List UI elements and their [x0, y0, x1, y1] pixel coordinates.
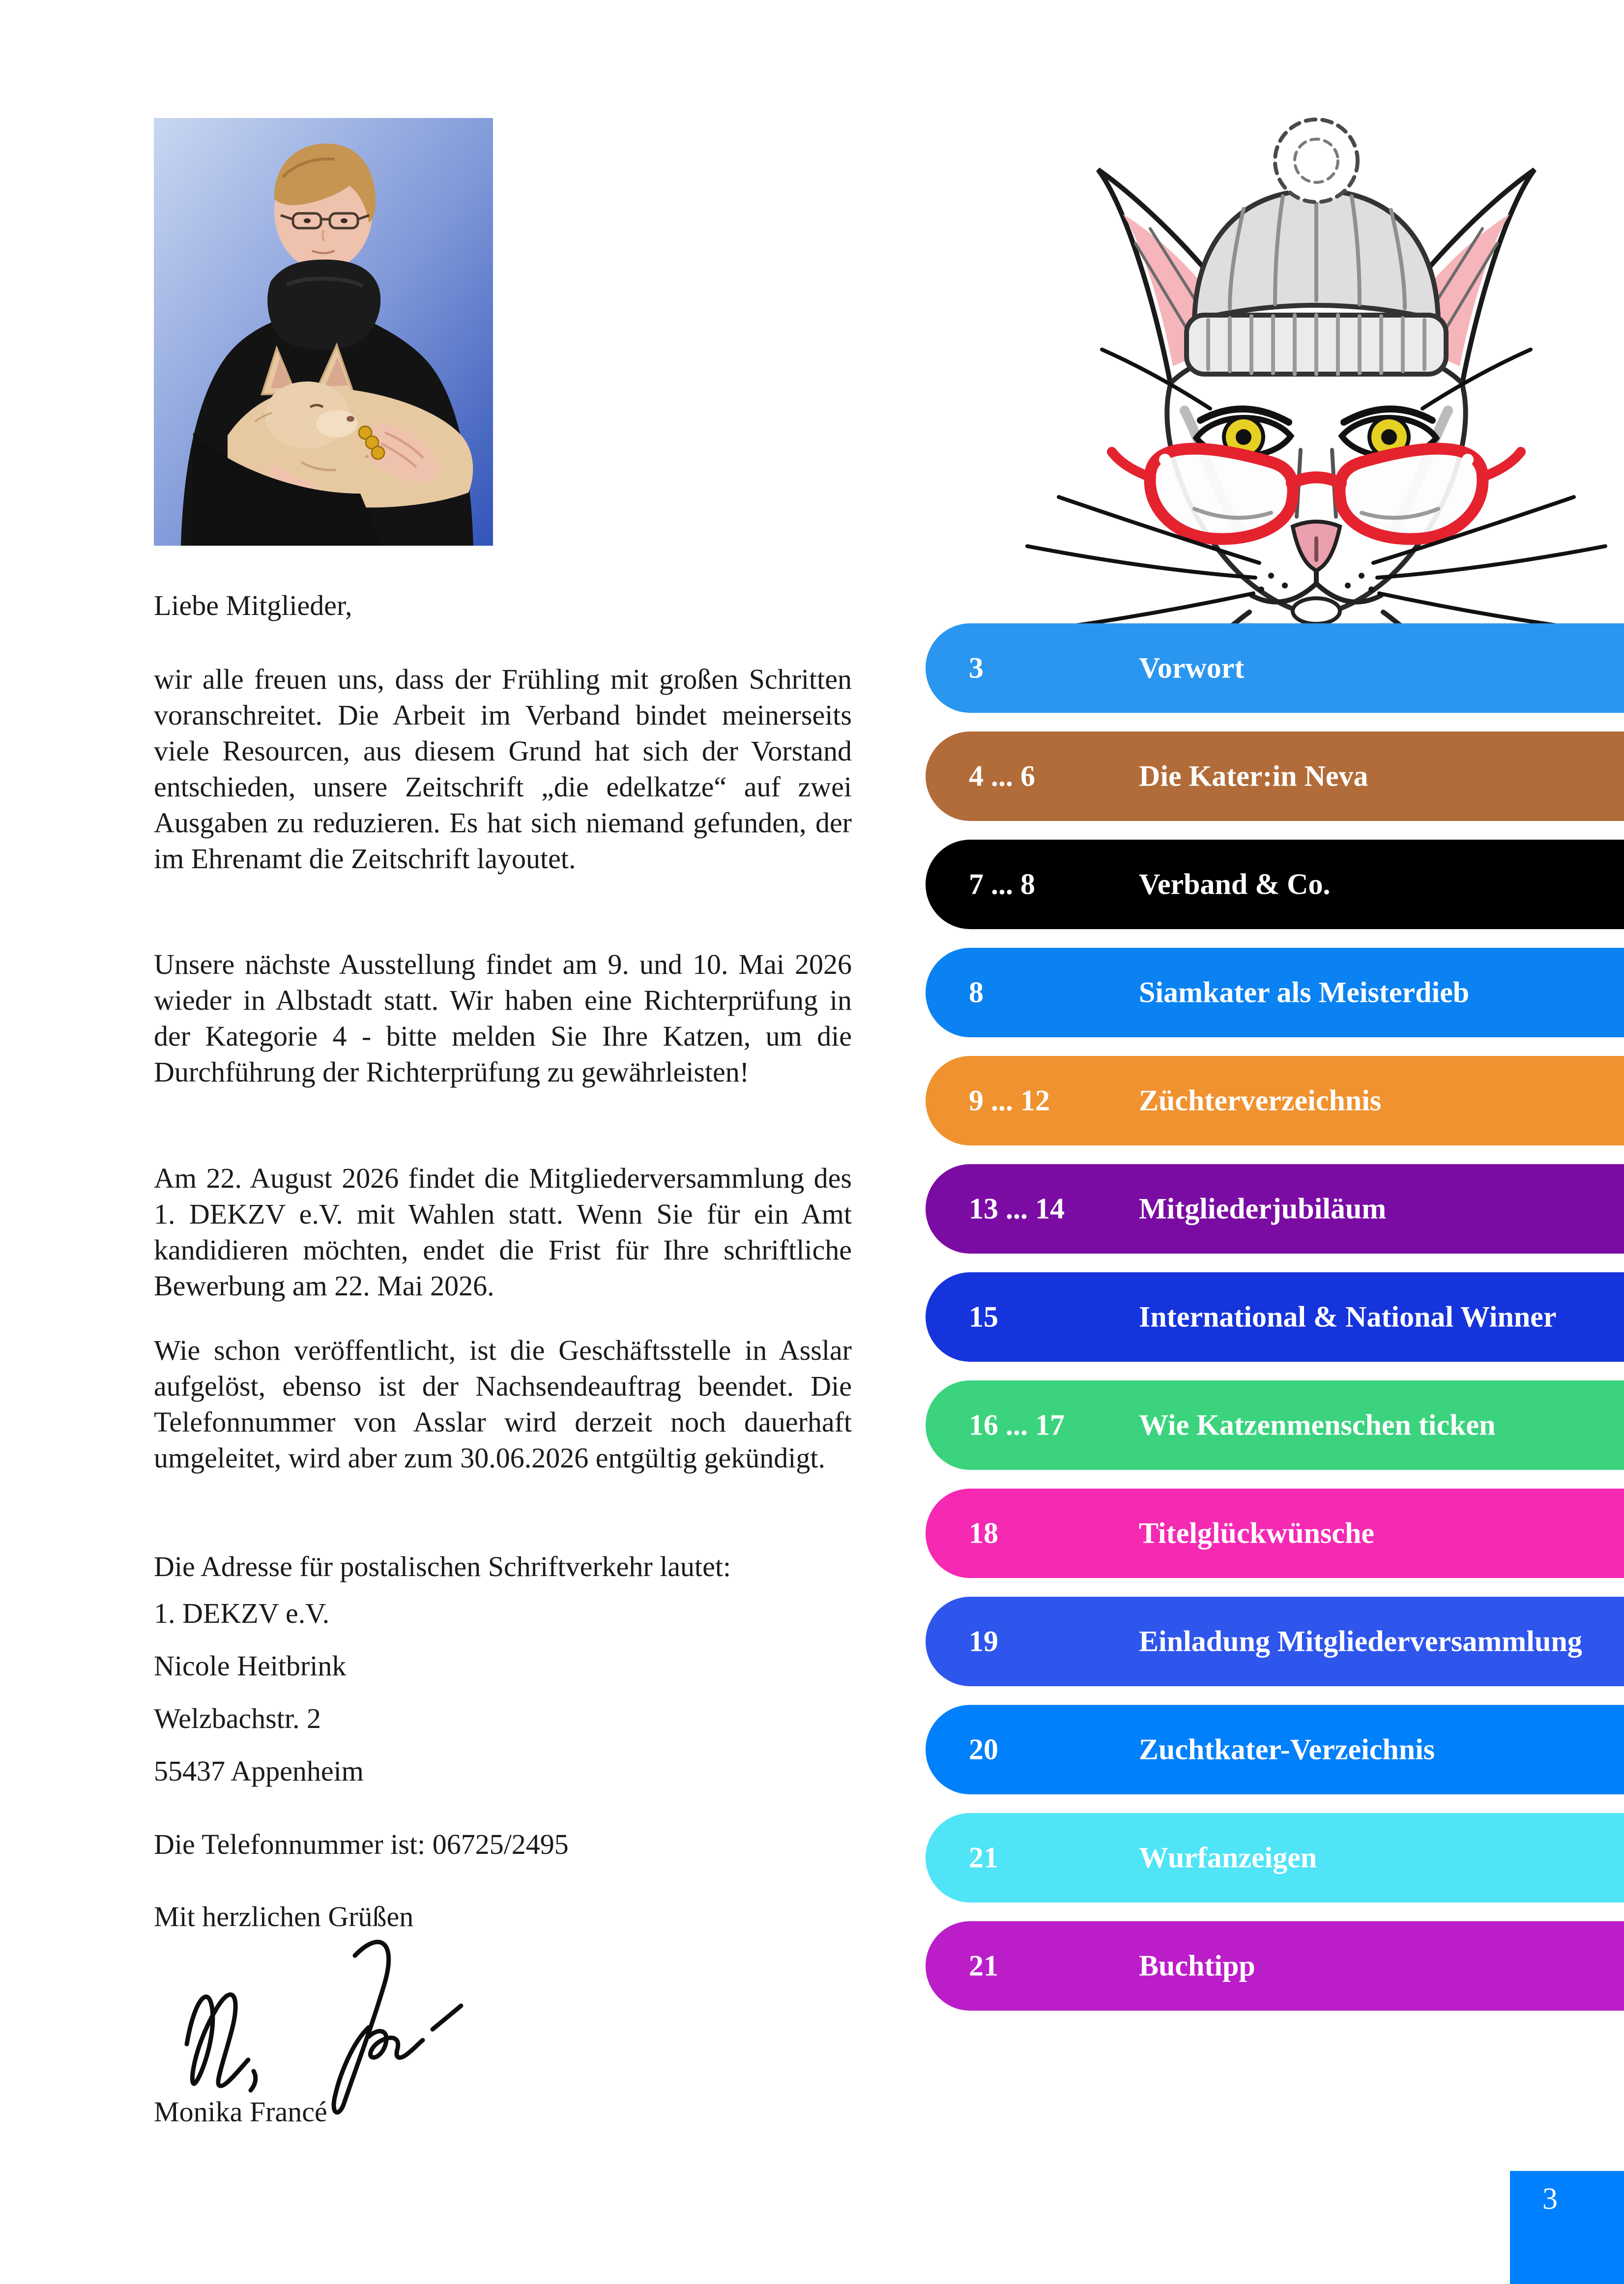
toc-row: [926, 1705, 1624, 1794]
toc-row: [926, 623, 1624, 713]
toc-page-range: 7 ... 8: [969, 868, 1035, 901]
toc-label: Buchtipp: [1139, 1949, 1255, 1982]
cat-illustration: [1008, 116, 1624, 627]
toc-row: [926, 732, 1624, 821]
toc-row: [926, 948, 1624, 1037]
toc-label: Wurfanzeigen: [1139, 1841, 1317, 1874]
toc-page-range: 21: [969, 1841, 998, 1874]
address-line-org: 1. DEKZV e.V.: [154, 1597, 330, 1629]
toc-page-range: 16 ... 17: [969, 1408, 1065, 1441]
toc-label: Mitgliederjubiläum: [1139, 1192, 1387, 1225]
toc-label: Zuchtkater-Verzeichnis: [1139, 1733, 1435, 1766]
toc-row: [926, 1380, 1624, 1470]
toc-page-range: 20: [969, 1733, 998, 1766]
toc-page-range: 3: [969, 651, 984, 684]
salutation: Liebe Mitglieder,: [154, 589, 352, 621]
address-line-name: Nicole Heitbrink: [154, 1650, 347, 1682]
toc-label: Die Kater:in Neva: [1139, 760, 1368, 792]
toc-row: [926, 1813, 1624, 1903]
toc-row: [926, 840, 1624, 929]
toc-page-range: 9 ... 12: [969, 1084, 1050, 1117]
toc-page-range: 15: [969, 1300, 998, 1333]
toc-page-range: 18: [969, 1517, 998, 1550]
page-number: 3: [1542, 2182, 1558, 2216]
signature: [157, 1926, 551, 2123]
toc-page-range: 19: [969, 1625, 998, 1658]
toc-page-range: 8: [969, 976, 984, 1009]
toc-page-range: 4 ... 6: [969, 760, 1035, 792]
signer-name: Monika Francé: [154, 2096, 327, 2128]
knitted-beanie: [1187, 119, 1446, 374]
page-number-tab: [1510, 2171, 1624, 2284]
scarf: [267, 260, 380, 350]
toc-row: [926, 1597, 1624, 1686]
toc-label: Titelglückwünsche: [1139, 1517, 1374, 1550]
toc-row: [926, 1272, 1624, 1362]
toc-label: Verband & Co.: [1139, 868, 1331, 901]
letter-paragraph: wir alle freuen uns, dass der Frühling mit großen Schritten voranschreitet. Die Arbeit im Verband bindet meinerseits viele Resourcen, aus diesem Grund hat sich der Vorstand entschieden, unsere Zeitschrift „die edelkatze“ auf zwei Ausgaben zu reduzieren. Es hat sich niemand gefunden, der im Ehrenamt die Zeitschrift layoutet.: [154, 663, 852, 875]
address-intro: Die Adresse für postalischen Schriftverkehr lautet:: [154, 1551, 731, 1582]
toc-label: Wie Katzenmenschen ticken: [1139, 1408, 1496, 1441]
address-line-street: Welzbachstr. 2: [154, 1702, 321, 1734]
toc-row: [926, 1056, 1624, 1145]
toc-list: [926, 623, 1624, 2029]
letter-paragraph: Unsere nächste Ausstellung findet am 9. und 10. Mai 2026 wieder in Albstadt statt. Wir haben eine Richterprüfung in der Kategorie 4 - bitte melden Sie Ihre Katzen, um die Durchführung der Richterprüfung zu gewährleisten!: [154, 948, 852, 1088]
toc-row: [926, 1489, 1624, 1578]
toc-label: Siamkater als Meisterdieb: [1139, 976, 1470, 1009]
address-line-city: 55437 Appenheim: [154, 1755, 364, 1787]
letter-paragraph: Am 22. August 2026 findet die Mitgliederversammlung des 1. DEKZV e.V. mit Wahlen statt. Wenn Sie für ein Amt kandidieren möchten, endet die Frist für Ihre schriftliche Bewerbung am 22. Mai 2026.: [154, 1162, 852, 1302]
closing: Mit herzlichen Grüßen: [154, 1901, 414, 1933]
toc-page-range: 13 ... 14: [969, 1192, 1065, 1225]
toc-label: Vorwort: [1139, 651, 1245, 684]
toc-label: Züchterverzeichnis: [1139, 1084, 1382, 1117]
toc-row: [926, 1164, 1624, 1254]
toc-page-range: 21: [969, 1949, 998, 1982]
letter-paragraph: Wie schon veröffentlicht, ist die Geschäftsstelle in Asslar aufgelöst, ebenso ist der Nachsendeauftrag beendet. Die Telefonnummer von Asslar wird derzeit noch dauerhaft umgeleitet, wird aber zum 30.06.2026 entgültig gekündigt.: [154, 1334, 852, 1474]
portrait-photo: [154, 118, 493, 546]
toc-label: International & National Winner: [1139, 1300, 1557, 1333]
toc-label: Einladung Mitgliederversammlung: [1139, 1625, 1582, 1658]
phone-line: Die Telefonnummer ist: 06725/2495: [154, 1828, 569, 1860]
toc-row: [926, 1921, 1624, 2011]
